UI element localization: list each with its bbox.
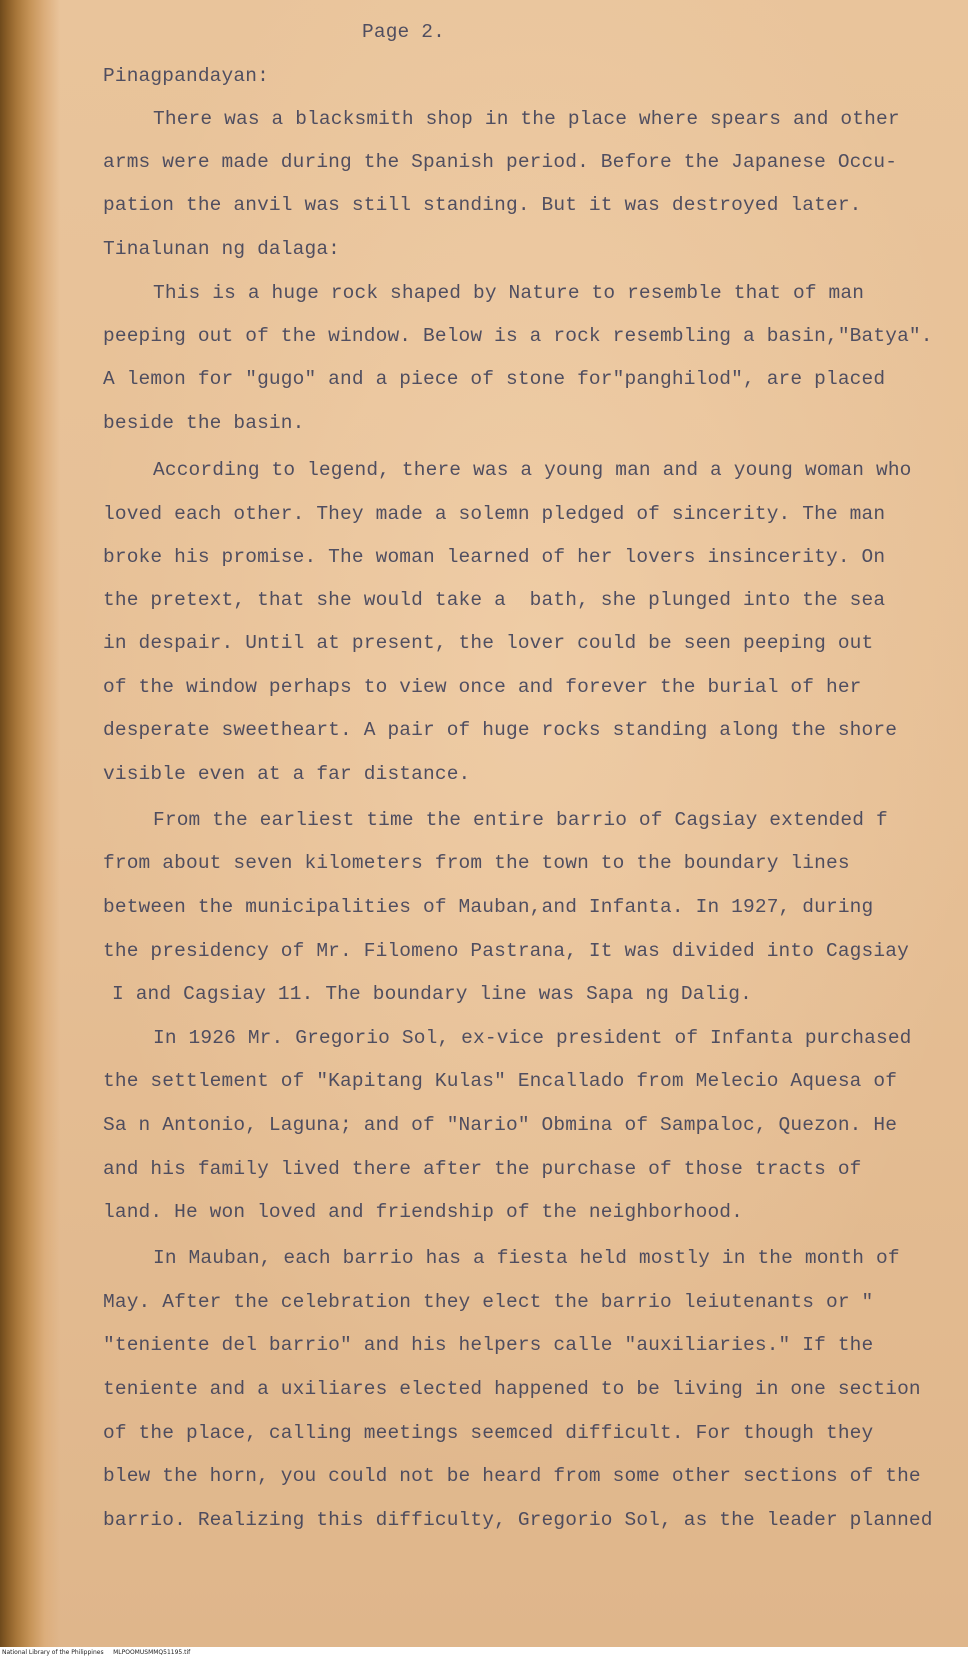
text-line: arms were made during the Spanish period. Before the Japanese Occu- [103,151,898,173]
section-heading-tinalunan: Tinalunan ng dalaga: [103,238,341,260]
text-line: loved each other. They made a solemn pledged of sincerity. The man [103,503,886,525]
text-line: land. He won loved and friendship of the neighborhood. [103,1201,744,1223]
text-line: barrio. Realizing this difficulty, Gregorio Sol, as the leader planned [103,1509,933,1531]
text-line: between the municipalities of Mauban,and Infanta. In 1927, during [103,896,874,918]
text-line: desperate sweetheart. A pair of huge rocks standing along the shore [103,719,898,741]
text-line: From the earliest time the entire barrio of Cagsiay extended f [153,809,888,831]
text-line: visible even at a far distance. [103,763,471,785]
page-number: Page 2. [362,21,445,43]
text-line: and his family lived there after the purchase of those tracts of [103,1158,862,1180]
text-line: Sa n Antonio, Laguna; and of "Nario" Obmina of Sampaloc, Quezon. He [103,1114,898,1136]
text-line: I and Cagsiay 11. The boundary line was Sapa ng Dalig. [112,983,753,1005]
text-line: In 1926 Mr. Gregorio Sol, ex-vice president of Infanta purchased [153,1027,912,1049]
text-line: in despair. Until at present, the lover could be seen peeping out [103,632,874,654]
text-line: from about seven kilometers from the town to the boundary lines [103,852,850,874]
text-line: May. After the celebration they elect the barrio leiutenants or " [103,1291,874,1313]
section-heading-pinagpandayan: Pinagpandayan: [103,65,269,87]
text-line: beside the basin. [103,412,305,434]
text-line: of the place, calling meetings seemced difficult. For though they [103,1422,874,1444]
text-line: In Mauban, each barrio has a fiesta held mostly in the month of [153,1247,900,1269]
text-line: the pretext, that she would take a bath, she plunged into the sea [103,589,886,611]
text-line: peeping out of the window. Below is a rock resembling a basin,"Batya". [103,325,933,347]
text-line: of the window perhaps to view once and forever the burial of her [103,676,862,698]
text-line: This is a huge rock shaped by Nature to resemble that of man [153,282,865,304]
scan-footer-label: National Library of the Philippines MLPOOMUSMMQ51195.tif [2,1649,191,1656]
text-line: blew the horn, you could not be heard from some other sections of the [103,1465,921,1487]
text-line: teniente and a uxiliares elected happened to be living in one section [103,1378,921,1400]
binding-shadow [0,0,60,1647]
text-line: "teniente del barrio" and his helpers calle "auxiliaries." If the [103,1334,874,1356]
text-line: There was a blacksmith shop in the place where spears and other [153,108,900,130]
text-line: pation the anvil was still standing. But it was destroyed later. [103,194,862,216]
text-line: the presidency of Mr. Filomeno Pastrana, It was divided into Cagsiay [103,940,909,962]
text-line: the settlement of "Kapitang Kulas" Encallado from Melecio Aquesa of [103,1070,898,1092]
scan-footer [0,1647,968,1658]
text-line: According to legend, there was a young man and a young woman who [153,459,912,481]
text-line: A lemon for "gugo" and a piece of stone for"panghilod", are placed [103,368,886,390]
text-line: broke his promise. The woman learned of her lovers insincerity. On [103,546,886,568]
